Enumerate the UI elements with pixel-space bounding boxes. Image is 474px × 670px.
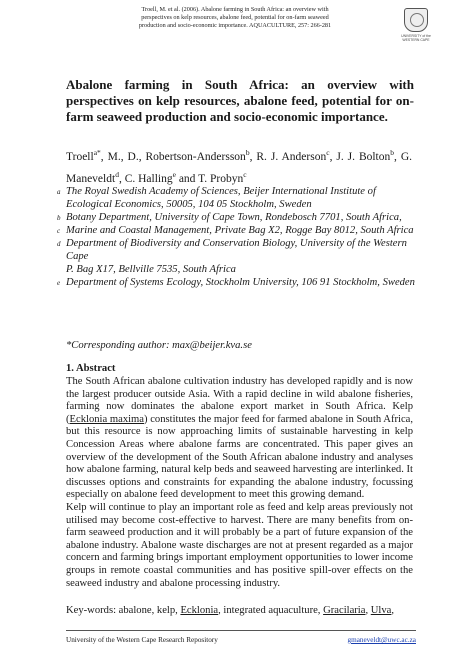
affiliation-text: Botany Department, University of Cape Town, Rondebosch 7701, South Africa,	[66, 212, 402, 223]
author-name: , J. J. Bolton	[329, 150, 391, 163]
affiliation-text: P. Bag X17, Bellville 7535, South Africa	[66, 264, 236, 275]
author-name: , M., D., Robertson-Andersson	[100, 150, 246, 163]
crest-icon	[404, 8, 428, 32]
footer-email-link[interactable]: gmaneveldt@uwc.ac.za	[347, 636, 416, 644]
keywords-text: ,	[365, 605, 371, 616]
corresponding-author: *Corresponding author: max@beijer.kva.se	[66, 340, 252, 351]
affiliation-marker: d	[115, 169, 119, 179]
abstract-text: The South African abalone cultivation industry has developed rapidly and is now the largest producer outside Asia. With a rapid decline in wild abalone fisheries, farming now dominates the abalone export market in South Africa. Kelp (	[66, 376, 413, 425]
affiliation-item	[57, 211, 417, 224]
keywords-text: Key-words: abalone, kelp,	[66, 605, 181, 616]
abstract-paragraph	[66, 376, 413, 502]
affiliation-label: b	[57, 214, 61, 222]
author-name: , G. Maneveldt	[66, 150, 413, 185]
affiliation-item	[57, 224, 417, 237]
affiliation-label: e	[57, 279, 61, 287]
author-name: Troell	[66, 150, 94, 163]
affiliation-marker: a*	[93, 148, 101, 157]
affiliation-text: The Royal Swedish Academy of Sciences, Beijer International Institute of Ecological Economics, 50005, 104 05 Stockholm, Sweden	[66, 186, 376, 210]
affiliation-marker: c	[326, 148, 330, 157]
author-name: and T. Probyn	[175, 172, 244, 185]
author-name: , C. Halling	[118, 172, 173, 185]
citation-line: perspectives on kelp resources, abalone feed, potential for on-farm seaweed	[141, 14, 329, 22]
affiliation-marker: b	[245, 148, 250, 157]
keyword-ulva: Ulva	[370, 605, 392, 616]
affiliation-label: a	[57, 188, 61, 196]
logo-caption	[394, 34, 438, 42]
species-link: Ecklonia maxima	[69, 413, 144, 425]
paper-title: Abalone farming in South Africa: an overview with perspectives on kelp resources, abalone feed, potential for on-farm seaweed production and socio-economic importance.	[66, 77, 414, 124]
affiliation-marker: b	[390, 148, 395, 157]
abstract-body	[66, 376, 413, 590]
affiliation-label: c	[57, 227, 61, 235]
affiliation-text: Department of Biodiversity and Conservation Biology, University of the Western Cape	[66, 238, 407, 262]
affiliation-text: Department of Systems Ecology, Stockholm University, 106 91 Stockholm, Sweden	[66, 277, 415, 288]
keyword-gracilaria: Gracilaria	[323, 605, 366, 616]
affiliation-list	[57, 185, 417, 289]
university-logo	[394, 8, 438, 48]
affiliation-marker: c	[243, 169, 247, 179]
keywords-line	[66, 604, 416, 617]
logo-caption-line: UNIVERSITY of the	[401, 34, 431, 38]
footer-divider	[66, 630, 416, 631]
abstract-text: ) constitutes the major feed for farmed abalone in South Africa, but this resource is now approaching limits of sustainable harvesting in kelp Concession Areas where abalone farms are concentrated. This paper gives an overview of the development of the South African abalone industry and analyses how abalone farming, natural kelp beds and seaweed harvesting are interlinked. It discusses options and constraints for expanding the abalone industry, focussing especially on abalone feed development to meet this growing demand.	[66, 413, 413, 501]
footer-repository: University of the Western Cape Research Repository	[66, 636, 218, 644]
affiliation-text: Marine and Coastal Management, Private Bag X2, Rogge Bay 8012, South Africa	[66, 225, 414, 236]
author-list	[66, 144, 412, 188]
abstract-heading: 1. Abstract	[66, 363, 116, 374]
author-name: , R. J. Anderson	[249, 150, 327, 163]
citation-line: Troell, M. et al. (2006). Abalone farming in South Africa: an overview with	[141, 6, 329, 13]
affiliation-label: d	[57, 240, 61, 248]
keywords-text: ,	[391, 605, 395, 616]
logo-caption-line: WESTERN CAPE	[402, 38, 430, 42]
affiliation-item	[57, 276, 417, 289]
citation-header	[100, 6, 370, 31]
affiliation-item	[57, 185, 417, 211]
citation-line: production and socio-economic importance. AQUACULTURE, 257: 266-281	[138, 22, 332, 30]
abstract-paragraph: Kelp will continue to play an important role as feed and kelp areas previously not utilised may become cost-effective to harvest. There are many benefits from on-farm seaweed production and it will probably be a part of future expansion of the abalone industry. Abalone waste discharges are not at present regarded as a major concern and farming brings important employment opportunities to lower income groups in remote coastal communities and has positive spill-over effects on the seaweed industry and abalone processing industry.	[66, 501, 413, 589]
affiliation-item	[57, 237, 417, 276]
keywords-text: , integrated aquaculture,	[218, 605, 324, 616]
affiliation-marker: e	[172, 169, 176, 179]
keyword-ecklonia: Ecklonia	[180, 605, 219, 616]
